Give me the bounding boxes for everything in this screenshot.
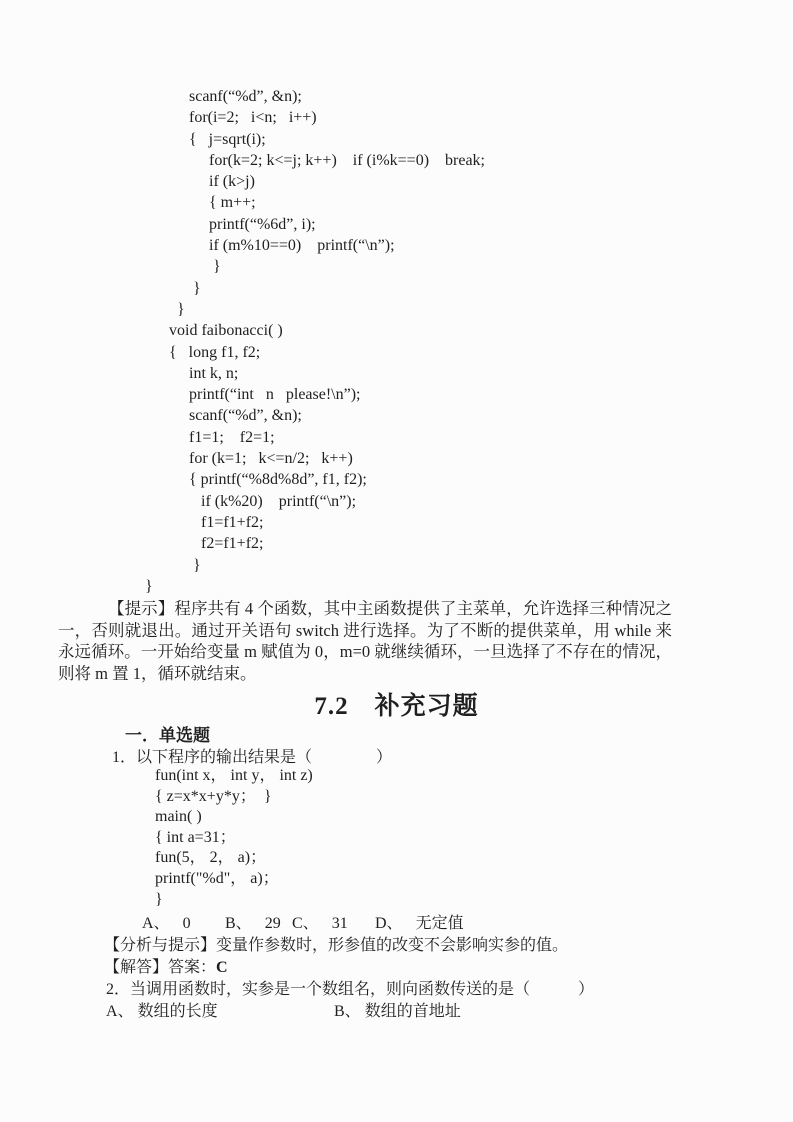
option-value: 29 <box>264 915 281 932</box>
code-line: { int a=31； <box>155 828 236 846</box>
option-value: 0 <box>182 915 191 932</box>
code-line: printf(“int n please!\n”); <box>145 386 361 404</box>
code-line: } <box>155 890 163 908</box>
code-line: } <box>145 279 201 297</box>
option-value: 无定值 <box>415 915 464 932</box>
option-value: 31 <box>331 915 348 932</box>
code-line: if (k%20) printf(“\n”); <box>145 492 357 510</box>
code-line: main( ) <box>155 808 202 826</box>
code-line: } <box>145 300 185 318</box>
code-line: } <box>145 577 153 595</box>
answer-value: C <box>216 959 228 976</box>
code-line: f2=f1+f2; <box>145 535 264 553</box>
code-line: for(k=2; k<=j; k++) if (i%k==0) break; <box>145 151 485 169</box>
code-line: printf(“%6d”, i); <box>145 215 316 233</box>
option-label: B、 <box>225 915 252 932</box>
code-line: for(i=2; i<n; i++) <box>145 109 317 127</box>
option-d <box>375 910 464 933</box>
code-line: f1=1; f2=1; <box>145 428 275 446</box>
code-line: fun(int x， int y， int z) <box>155 767 313 784</box>
option-value: 数组的首地址 <box>364 1003 461 1020</box>
answer-label: 【解答】答案： <box>104 959 217 976</box>
option-value: 数组的长度 <box>137 1003 218 1020</box>
code-line: fun(5， 2， a)； <box>155 849 267 867</box>
option-b <box>225 910 292 933</box>
code-line: if (k>j) <box>145 173 255 191</box>
option-label: D、 <box>375 915 403 932</box>
option-c <box>292 910 375 933</box>
option-label: C、 <box>292 915 319 932</box>
code-line: int k, n; <box>145 364 239 382</box>
code-line: { long f1, f2; <box>145 343 261 361</box>
question-1-prompt: 1．以下程序的输出结果是（ ） <box>112 749 393 766</box>
code-line: void faibonacci( ) <box>145 322 283 340</box>
hint-paragraph: 【提示】程序共有 4 个函数，其中主函数提供了主菜单，允许选择三种情况之一，否则就退出。通过开关语句 switch 进行选择。为了不断的提供菜单，用 while 来永远循环。一开始给变量 m 赋值为 0，m=0 就继续循环，一旦选择了不存在的情况，则将 m 置 1，循环就结束。 <box>58 599 672 683</box>
code-line: } <box>145 556 201 574</box>
question-1-answer <box>104 954 228 977</box>
option-b <box>334 1003 461 1020</box>
code-line: { z=x*x+y*y； } <box>155 787 272 805</box>
code-line: { m++; <box>145 194 256 212</box>
code-line: { printf(“%8d%8d”, f1, f2); <box>145 471 367 489</box>
subsection-heading: 一．单选题 <box>125 726 210 746</box>
question-2-options <box>106 998 461 1021</box>
option-label: A、 <box>142 915 170 932</box>
c-code-listing <box>145 86 485 597</box>
question-1-code <box>155 766 313 910</box>
question-2-prompt: 2．当调用函数时，实参是一个数组名，则向函数传送的是（ ） <box>106 981 595 998</box>
code-line: } <box>145 258 221 276</box>
option-a <box>106 998 334 1021</box>
code-line: for (k=1; k<=n/2; k++) <box>145 450 353 468</box>
option-label: A、 <box>106 1003 134 1020</box>
question-1-analysis: 【分析与提示】变量作参数时，形参值的改变不会影响实参的值。 <box>104 937 569 954</box>
code-line: { j=sqrt(i); <box>145 130 266 148</box>
code-line: printf("%d"， a)； <box>155 869 279 887</box>
option-a <box>142 910 225 933</box>
option-label: B、 <box>334 1003 361 1020</box>
section-heading: 7.2 补充习题 <box>314 693 479 720</box>
code-line: scanf(“%d”, &n); <box>145 88 302 105</box>
question-1-options <box>142 910 464 933</box>
code-line: f1=f1+f2; <box>145 513 264 531</box>
code-line: scanf(“%d”, &n); <box>145 407 302 425</box>
code-line: if (m%10==0) printf(“\n”); <box>145 237 395 255</box>
